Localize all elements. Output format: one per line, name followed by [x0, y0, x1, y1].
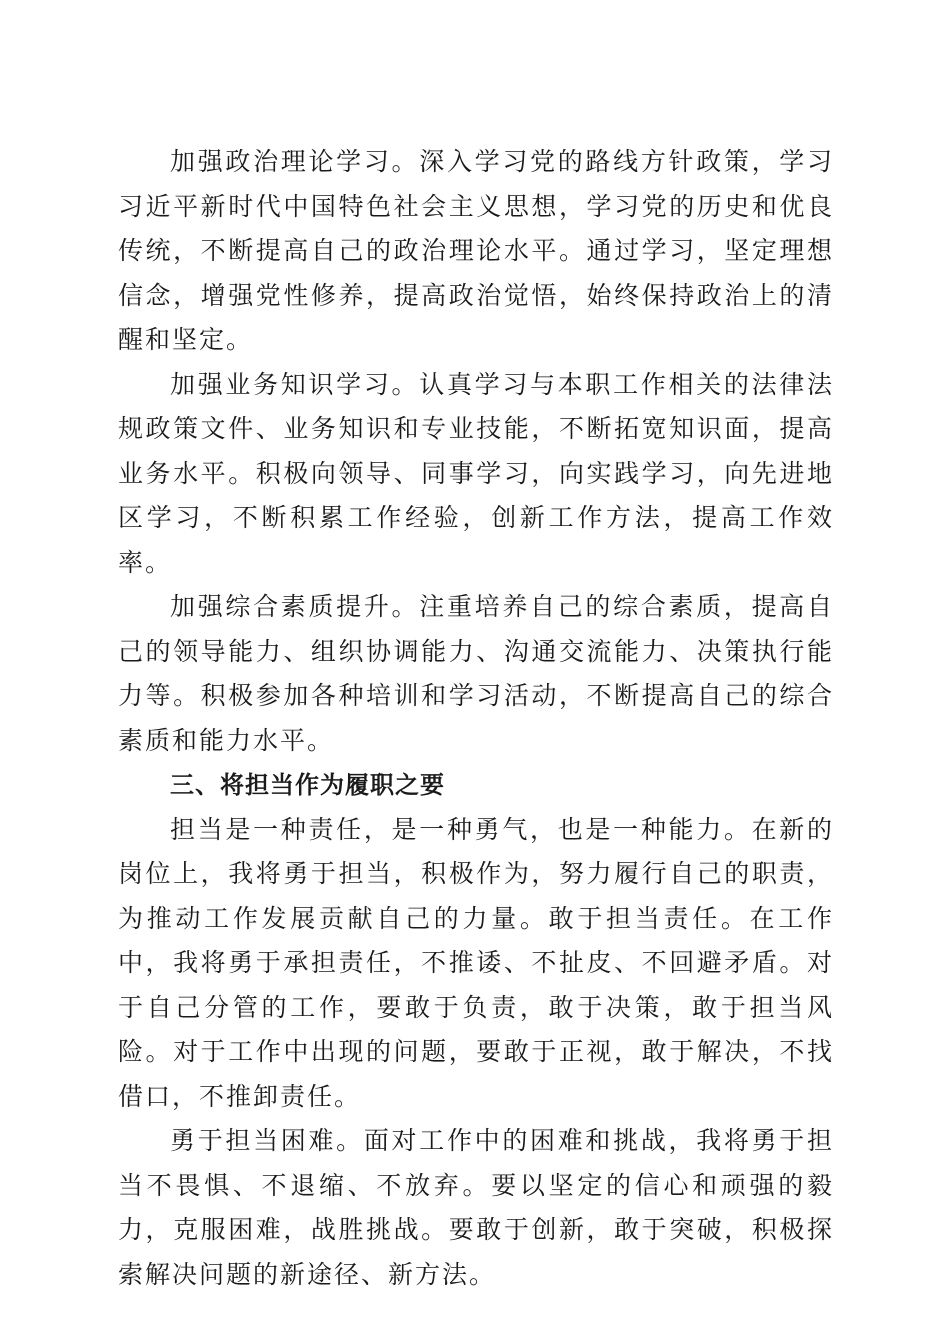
paragraph-comprehensive-quality: 加强综合素质提升。注重培养自己的综合素质，提高自己的领导能力、组织协调能力、沟通交流能力、决策执行能力等。积极参加各种培训和学习活动，不断提高自己的综合素质和能力水平。 [118, 592, 834, 755]
paragraph-facing-difficulties: 勇于担当困难。面对工作中的困难和挑战，我将勇于担当不畏惧、不退缩、不放弃。要以坚定的信心和顽强的毅力，克服困难，战胜挑战。要敢于创新，敢于突破，积极探索解决问题的新途径、新方法。 [118, 1126, 834, 1289]
paragraph-political-theory-study: 加强政治理论学习。深入学习党的路线方针政策，学习习近平新时代中国特色社会主义思想，学习党的历史和优良传统，不断提高自己的政治理论水平。通过学习，坚定理想信念，增强党性修养，提高政治觉悟，始终保持政治上的清醒和坚定。 [118, 147, 834, 354]
section-heading: 三、将担当作为履职之要 [170, 771, 445, 799]
paragraph-responsibility: 担当是一种责任，是一种勇气，也是一种能力。在新的岗位上，我将勇于担当，积极作为，努力履行自己的职责，为推动工作发展贡献自己的力量。敢于担当责任。在工作中，我将勇于承担责任，不推诿、不扯皮、不回避矛盾。对于自己分管的工作，要敢于负责，敢于决策，敢于担当风险。对于工作中出现的问题，要敢于正视，敢于解决，不找借口，不推卸责任。 [118, 814, 834, 1111]
document-body [118, 140, 834, 1297]
paragraph-business-knowledge-study: 加强业务知识学习。认真学习与本职工作相关的法律法规政策文件、业务知识和专业技能，不断拓宽知识面，提高业务水平。积极向领导、同事学习，向实践学习，向先进地区学习，不断积累工作经验，创新工作方法，提高工作效率。 [118, 369, 834, 577]
